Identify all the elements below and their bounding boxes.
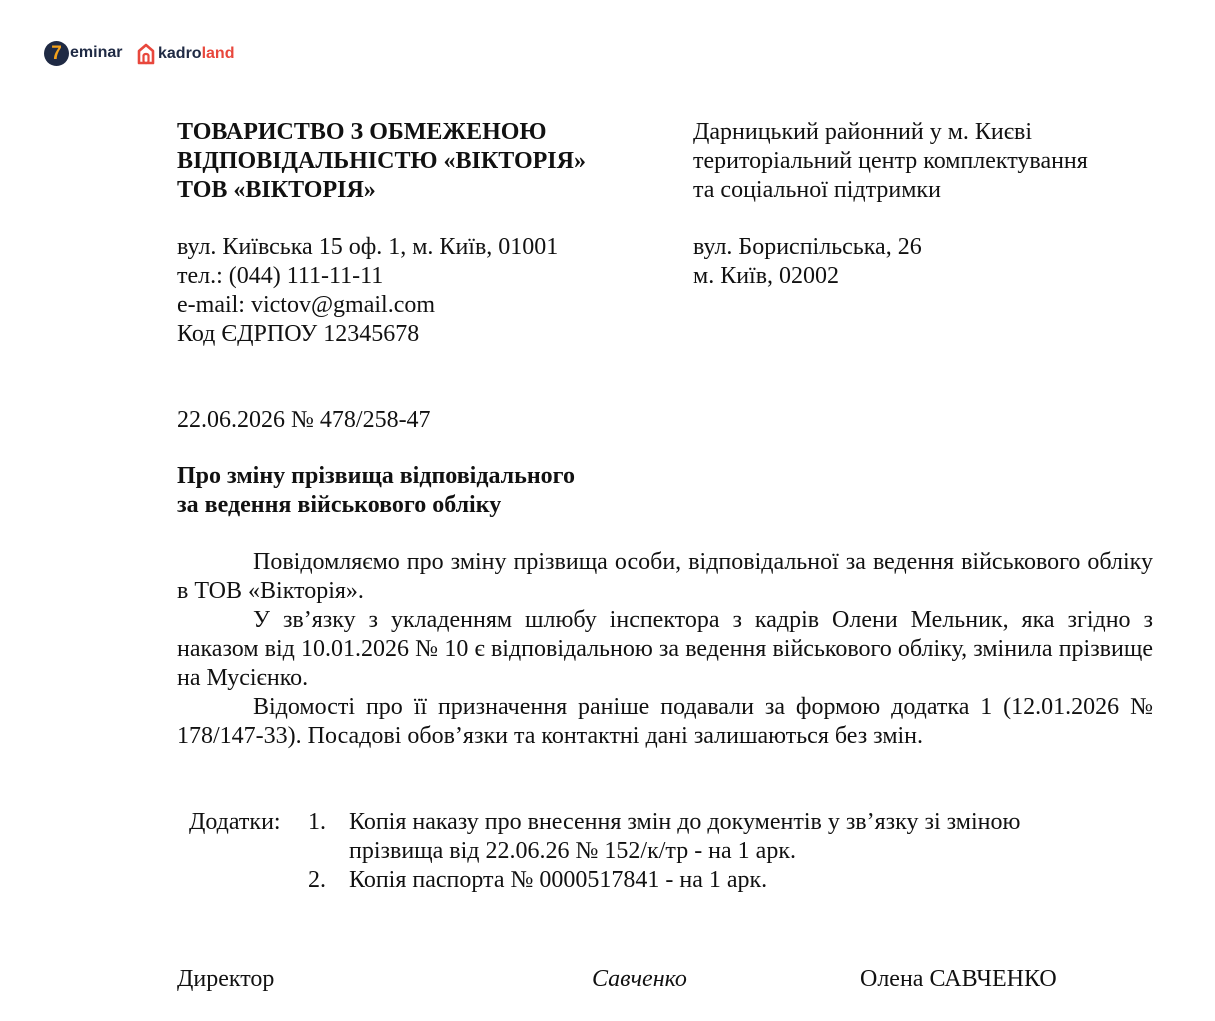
recipient-name-line-3: та соціальної підтримки [693, 177, 941, 203]
sender-edrpou: Код ЄДРПОУ 12345678 [177, 321, 420, 347]
recipient-name-line-2: територіальний центр комплектування [693, 148, 1088, 174]
recipient-city: м. Київ, 02002 [693, 263, 840, 289]
seminar-logo-text: eminar [70, 44, 123, 61]
kadroland-logo-text [158, 45, 234, 63]
sender-org-short-name: ТОВ «ВІКТОРІЯ» [177, 177, 376, 203]
body-paragraph-1: Повідомляємо про зміну прізвища особи, відповідальної за ведення військового обліку в ТОВ «Вікторія». [177, 549, 1153, 604]
kadroland-logo-text-part2: land [201, 45, 235, 62]
seminar-logo-badge: 7 [44, 41, 69, 66]
body-paragraph-3: Відомості про її призначення раніше подавали за формою додатка 1 (12.01.2026 № 178/147-33). Посадові обов’язки та контактні дані залишаються без змін. [177, 694, 1153, 749]
sender-address: вул. Київська 15 оф. 1, м. Київ, 01001 [177, 234, 559, 260]
subject-line-2: за ведення військового обліку [177, 492, 502, 518]
attachment-1-line-1: Копія наказу про внесення змін до документів у зв’язку зі зміною [349, 809, 1021, 835]
letter-reference: 22.06.2026 № 478/258-47 [177, 407, 431, 433]
letter-body [177, 548, 1153, 751]
signature: Савченко [592, 966, 687, 992]
signatory-name: Олена САВЧЕНКО [860, 966, 1057, 992]
sender-email: e-mail: victov@gmail.com [177, 292, 436, 318]
attachment-1-number: 1. [308, 809, 326, 835]
kadroland-house-icon [137, 43, 155, 65]
sender-org-name-line-1: ТОВАРИСТВО З ОБМЕЖЕНОЮ [177, 119, 547, 145]
sender-phone: тел.: (044) 111-11-11 [177, 263, 384, 289]
sender-org-name-line-2: ВІДПОВІДАЛЬНІСТЮ «ВІКТОРІЯ» [177, 148, 586, 174]
attachments-label: Додатки: [189, 809, 281, 835]
subject-line-1: Про зміну прізвища відповідального [177, 463, 575, 489]
kadroland-logo-text-part1: kadro [158, 45, 202, 62]
recipient-name-line-1: Дарницький районний у м. Києві [693, 119, 1033, 145]
seminar-logo [44, 40, 122, 66]
kadroland-logo [137, 42, 234, 66]
signatory-title: Директор [177, 966, 275, 992]
body-paragraph-2: У зв’язку з укладенням шлюбу інспектора з кадрів Олени Мельник, яка згідно з наказом від 10.01.2026 № 10 є відповідальною за ведення військового обліку, змінила прізвище на Мусієнко. [177, 607, 1153, 691]
attachment-1-line-2: прізвища від 22.06.26 № 152/к/тр - на 1 арк. [349, 838, 796, 864]
recipient-street: вул. Бориспільська, 26 [693, 234, 922, 260]
attachment-2-line-1: Копія паспорта № 0000517841 - на 1 арк. [349, 867, 768, 893]
attachment-2-number: 2. [308, 867, 326, 893]
